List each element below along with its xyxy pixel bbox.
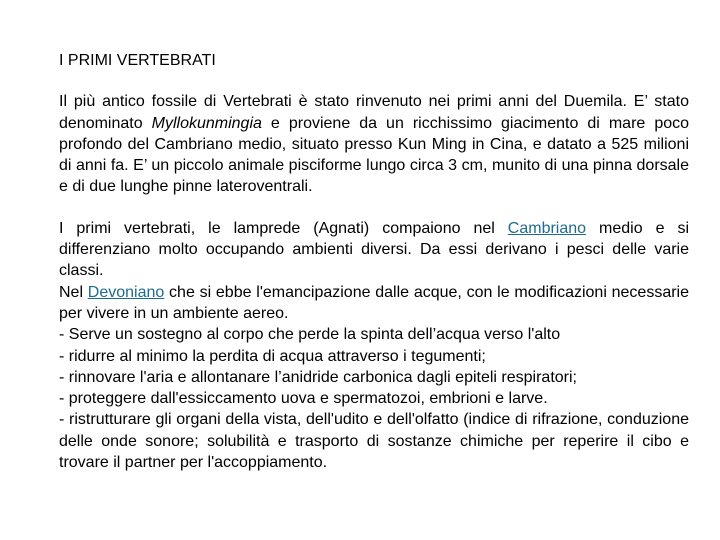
paragraph-devoniano: [59, 282, 689, 325]
list-item: - ridurre al minimo la perdita di acqua attraverso i tegumenti;: [59, 347, 486, 365]
paragraph-first-vertebrates: [59, 218, 689, 282]
adaptation-list: [59, 324, 689, 473]
list-item: - Serve un sostegno al corpo che perde la spinta dell’acqua verso l'alto: [59, 326, 561, 344]
paragraph-text: Il più antico fossile di Vertebrati è stato rinvenuto nei primi anni del Duemila. E’ stato denominato: [59, 93, 689, 132]
list-item: - rinnovare l'aria e allontanare l’anidride carbonica dagli epiteli respiratori;: [59, 368, 577, 386]
species-name: Myllokunmingia: [151, 114, 262, 132]
paragraph-text: Nel: [59, 283, 88, 301]
paragraph-text: I primi vertebrati, le lamprede (Agnati) compaiono nel: [59, 219, 508, 237]
paragraph-text: medio e si differenziano molto occupando ambienti diversi. Da essi derivano i pesci delle varie classi.: [59, 219, 689, 280]
cambriano-link[interactable]: Cambriano: [507, 219, 587, 237]
paragraph-text: che si ebbe l'emancipazione dalle acque, con le modificazioni necessarie per vivere in un ambiente aereo.: [59, 283, 690, 322]
list-item: - proteggere dall'essiccamento uova e spermatozoi, embrioni e larve.: [59, 390, 548, 408]
paragraph-text: e proviene da un ricchissimo giacimento di mare poco profondo del Cambriano medio, situato presso Kun Ming in Cina, e datato a 525 milioni di anni fa. E’ un piccolo animale pisciforme lungo circa 3 cm, munito di una pinna dorsale e di due lunghe pinne lateroventrali.: [59, 114, 690, 196]
paragraph-spacer: [59, 198, 689, 218]
page-title: I PRIMI VERTEBRATI: [59, 52, 216, 69]
slide-content: [59, 50, 689, 473]
list-item: - ristrutturare gli organi della vista, dell'udito e dell'olfatto (indice di rifrazione, conduzione delle onde sonore; solubilità e trasporto di sostanze chimiche per reperire il cibo e trovare il partner per l'accoppiamento.: [59, 411, 689, 472]
devoniano-link[interactable]: Devoniano: [87, 283, 165, 301]
paragraph-myllokunmingia: [59, 91, 689, 197]
